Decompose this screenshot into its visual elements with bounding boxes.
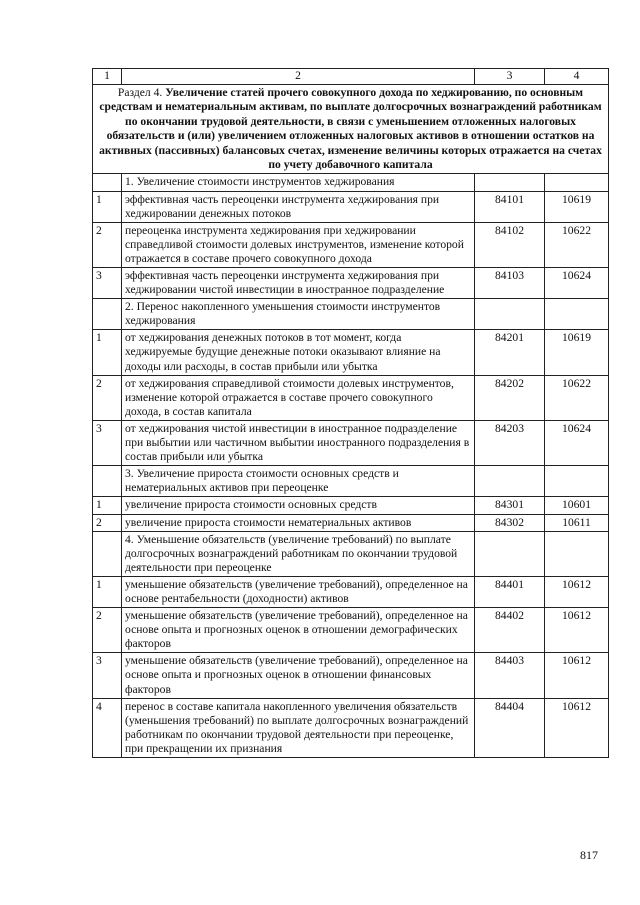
table-row [93, 608, 609, 653]
table-row [93, 222, 609, 267]
empty-cell [545, 299, 609, 330]
page-number: 817 [580, 848, 598, 862]
row-description: от хеджирования чистой инвестиции в иностранное подразделение при выбытии или частичном выбытии иностранного подразделения в состав прибыли или убытка [122, 420, 475, 465]
column-number-header-row [93, 69, 609, 85]
row-number: 2 [93, 222, 122, 267]
group-header-row [93, 466, 609, 497]
row-description: переоценка инструмента хеджирования при хеджировании справедливой стоимости долевых инструментов, изменение которой отражается в составе прочего совокупного дохода [122, 222, 475, 267]
empty-cell [93, 174, 122, 191]
table-row [93, 268, 609, 299]
group-header-row [93, 174, 609, 191]
group-title: 1. Увеличение стоимости инструментов хеджирования [122, 174, 475, 191]
row-description: уменьшение обязательств (увеличение требований), определенное на основе рентабельности (доходности) активов [122, 576, 475, 607]
symbol-code: 84103 [475, 268, 545, 299]
section-title-row [93, 85, 609, 174]
column-number-2: 2 [122, 69, 475, 85]
symbol-code: 84102 [475, 222, 545, 267]
row-number: 1 [93, 330, 122, 375]
table-row [93, 698, 609, 757]
table-row [93, 330, 609, 375]
account-number: 10624 [545, 420, 609, 465]
row-description: от хеджирования справедливой стоимости долевых инструментов, изменение которой отражается в составе прочего совокупного дохода, в состав капитала [122, 375, 475, 420]
empty-cell [475, 299, 545, 330]
row-description: уменьшение обязательств (увеличение требований), определенное на основе опыта и прогнозных оценок в отношении демографических факторов [122, 608, 475, 653]
group-header-row [93, 299, 609, 330]
row-description: уменьшение обязательств (увеличение требований), определенное на основе опыта и прогнозных оценок в отношении финансовых факторов [122, 653, 475, 698]
row-description: перенос в составе капитала накопленного увеличения обязательств (уменьшения требований) по выплате долгосрочных вознаграждений работникам по окончании трудовой деятельности при переоценке, при прекращении их признания [122, 698, 475, 757]
empty-cell [475, 466, 545, 497]
table-row [93, 576, 609, 607]
symbol-code: 84401 [475, 576, 545, 607]
account-number: 10612 [545, 653, 609, 698]
account-number: 10622 [545, 375, 609, 420]
group-header-row [93, 531, 609, 576]
empty-cell [93, 299, 122, 330]
account-number: 10624 [545, 268, 609, 299]
table-row [93, 514, 609, 531]
row-description: эффективная часть переоценки инструмента хеджирования при хеджировании чистой инвестиции в иностранное подразделение [122, 268, 475, 299]
empty-cell [475, 174, 545, 191]
row-description: увеличение прироста стоимости основных средств [122, 497, 475, 514]
account-number: 10612 [545, 576, 609, 607]
column-number-3: 3 [475, 69, 545, 85]
symbol-code: 84404 [475, 698, 545, 757]
row-number: 4 [93, 698, 122, 757]
empty-cell [475, 531, 545, 576]
symbol-code: 84301 [475, 497, 545, 514]
account-number: 10622 [545, 222, 609, 267]
group-title: 3. Увеличение прироста стоимости основных средств и нематериальных активов при переоценке [122, 466, 475, 497]
row-description: от хеджирования денежных потоков в тот момент, когда хеджируемые будущие денежные потоки оказывают влияние на доходы или расходы, в состав прибыли или убытка [122, 330, 475, 375]
row-description: увеличение прироста стоимости нематериальных активов [122, 514, 475, 531]
row-number: 1 [93, 191, 122, 222]
symbol-code: 84202 [475, 375, 545, 420]
symbol-code: 84201 [475, 330, 545, 375]
row-number: 2 [93, 514, 122, 531]
table-row [93, 375, 609, 420]
row-description: эффективная часть переоценки инструмента хеджирования при хеджировании денежных потоков [122, 191, 475, 222]
row-number: 1 [93, 497, 122, 514]
empty-cell [545, 531, 609, 576]
section-title-text: Увеличение статей прочего совокупного дохода по хеджированию, по основным средствам и нематериальным активам, по выплате долгосрочных вознаграждений работникам по окончании трудовой деятельности, в связи с уменьшением отложенных налоговых обязательств и (или) увеличением отложенных налоговых активов в отношении остатков на активных (пассивных) балансовых счетах, изменение величины которых отражается на счетах по учету добавочного капитала [99, 86, 602, 172]
row-number: 3 [93, 268, 122, 299]
empty-cell [93, 531, 122, 576]
row-number: 3 [93, 420, 122, 465]
column-number-1: 1 [93, 69, 122, 85]
account-number: 10601 [545, 497, 609, 514]
symbol-code: 84203 [475, 420, 545, 465]
row-number: 2 [93, 375, 122, 420]
row-number: 1 [93, 576, 122, 607]
accounts-table [92, 68, 609, 758]
account-number: 10612 [545, 608, 609, 653]
empty-cell [93, 466, 122, 497]
section-prefix: Раздел 4. [117, 86, 163, 99]
row-number: 3 [93, 653, 122, 698]
empty-cell [545, 174, 609, 191]
empty-cell [545, 466, 609, 497]
account-number: 10612 [545, 698, 609, 757]
account-number: 10611 [545, 514, 609, 531]
table-row [93, 653, 609, 698]
symbol-code: 84101 [475, 191, 545, 222]
table-row [93, 191, 609, 222]
group-title: 4. Уменьшение обязательств (увеличение требований) по выплате долгосрочных вознаграждений работникам по окончании трудовой деятельности при переоценке [122, 531, 475, 576]
symbol-code: 84403 [475, 653, 545, 698]
table-row [93, 497, 609, 514]
account-number: 10619 [545, 330, 609, 375]
section-title [93, 85, 609, 174]
column-number-4: 4 [545, 69, 609, 85]
group-title: 2. Перенос накопленного уменьшения стоимости инструментов хеджирования [122, 299, 475, 330]
row-number: 2 [93, 608, 122, 653]
symbol-code: 84402 [475, 608, 545, 653]
account-number: 10619 [545, 191, 609, 222]
symbol-code: 84302 [475, 514, 545, 531]
table-row [93, 420, 609, 465]
